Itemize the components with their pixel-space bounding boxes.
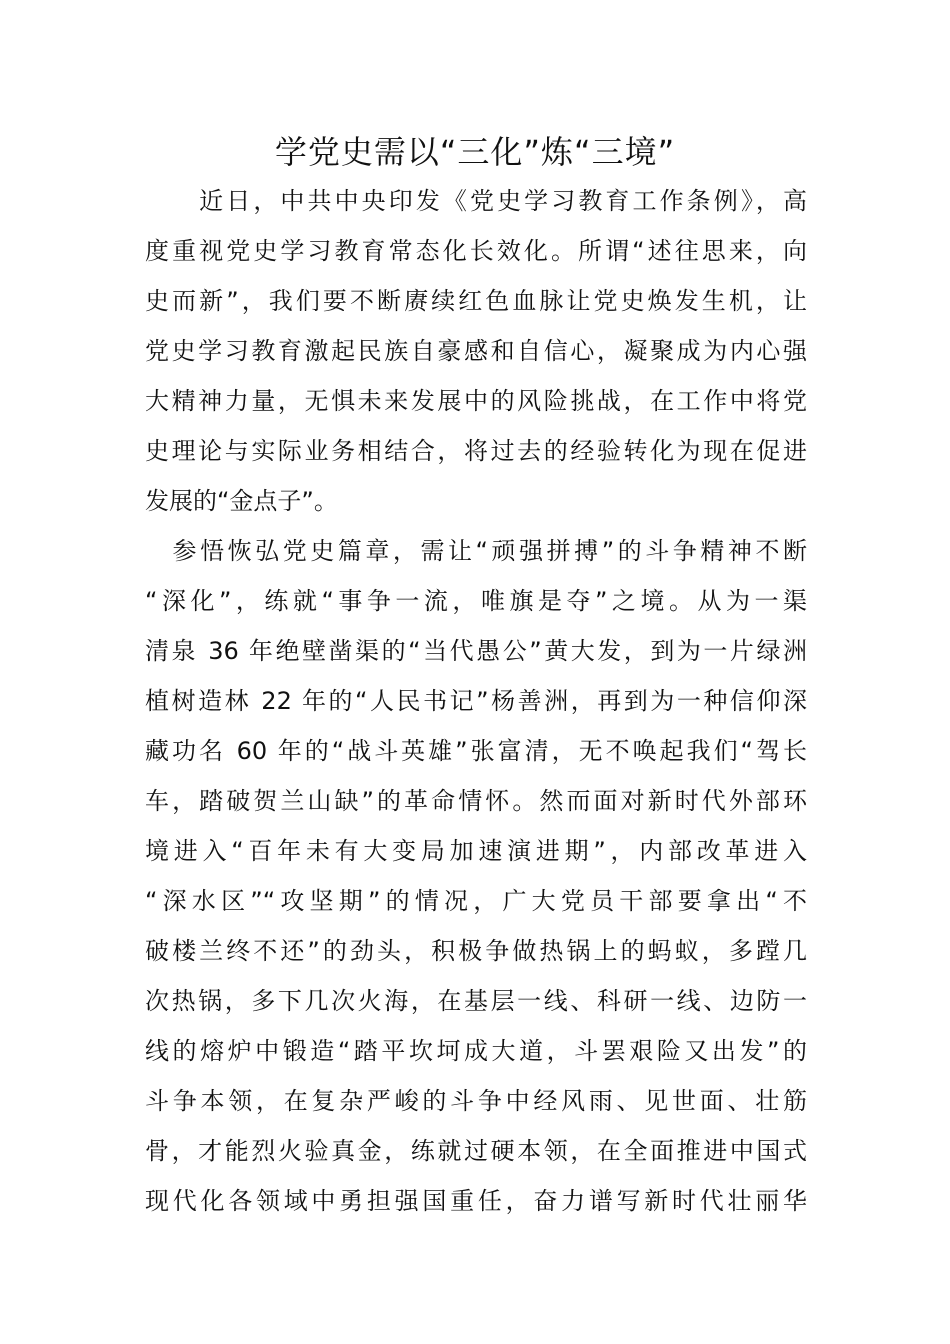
paragraph-line: 斗争本领，在复杂严峻的斗争中经风雨、见世面、壮筋: [145, 1087, 807, 1115]
paragraph-line: 车，踏破贺兰山缺”的革命情怀。然而面对新时代外部环: [145, 787, 807, 815]
paragraph-line: 发展的“金点子”。: [145, 487, 338, 515]
paragraph-line: 史理论与实际业务相结合，将过去的经验转化为现在促进: [145, 437, 807, 465]
paragraph-line: 植树造林 22 年的“人民书记”杨善洲，再到为一种信仰深: [145, 687, 807, 715]
paragraph-line: 藏功名 60 年的“战斗英雄”张富清，无不唤起我们“驾长: [145, 737, 807, 765]
paragraph-line: 度重视党史学习教育常态化长效化。所谓“述往思来，向: [145, 237, 807, 265]
paragraph-line: 史而新”，我们要不断赓续红色血脉让党史焕发生机，让: [145, 287, 807, 315]
paragraph-line: 近日，中共中央印发《党史学习教育工作条例》，高: [145, 187, 807, 215]
paragraph-line: 清泉 36 年绝壁凿渠的“当代愚公”黄大发，到为一片绿洲: [145, 637, 807, 665]
paragraph-line: 大精神力量，无惧未来发展中的风险挑战，在工作中将党: [145, 387, 807, 415]
paragraph-line: 参悟恢弘党史篇章，需让“顽强拼搏”的斗争精神不断: [145, 537, 807, 565]
paragraph-line: 次热锅，多下几次火海，在基层一线、科研一线、边防一: [145, 987, 807, 1015]
paragraph-line: “深化”，练就“事争一流，唯旗是夺”之境。从为一渠: [145, 587, 807, 615]
document-title: 学党史需以“三化”炼“三境”: [274, 133, 676, 171]
paragraph-line: 境进入“百年未有大变局加速演进期”，内部改革进入: [145, 837, 807, 865]
paragraph-line: 破楼兰终不还”的劲头，积极争做热锅上的蚂蚁，多蹚几: [145, 937, 807, 965]
paragraph-line: 骨，才能烈火验真金，练就过硬本领，在全面推进中国式: [145, 1137, 807, 1165]
paragraph-line: 现代化各领域中勇担强国重任，奋力谱写新时代壮丽华: [145, 1187, 807, 1215]
paragraph-line: 党史学习教育激起民族自豪感和自信心，凝聚成为内心强: [145, 337, 807, 365]
paragraph-line: “深水区”“攻坚期”的情况，广大党员干部要拿出“不: [145, 887, 807, 915]
paragraph-line: 线的熔炉中锻造“踏平坎坷成大道，斗罢艰险又出发”的: [145, 1037, 807, 1065]
